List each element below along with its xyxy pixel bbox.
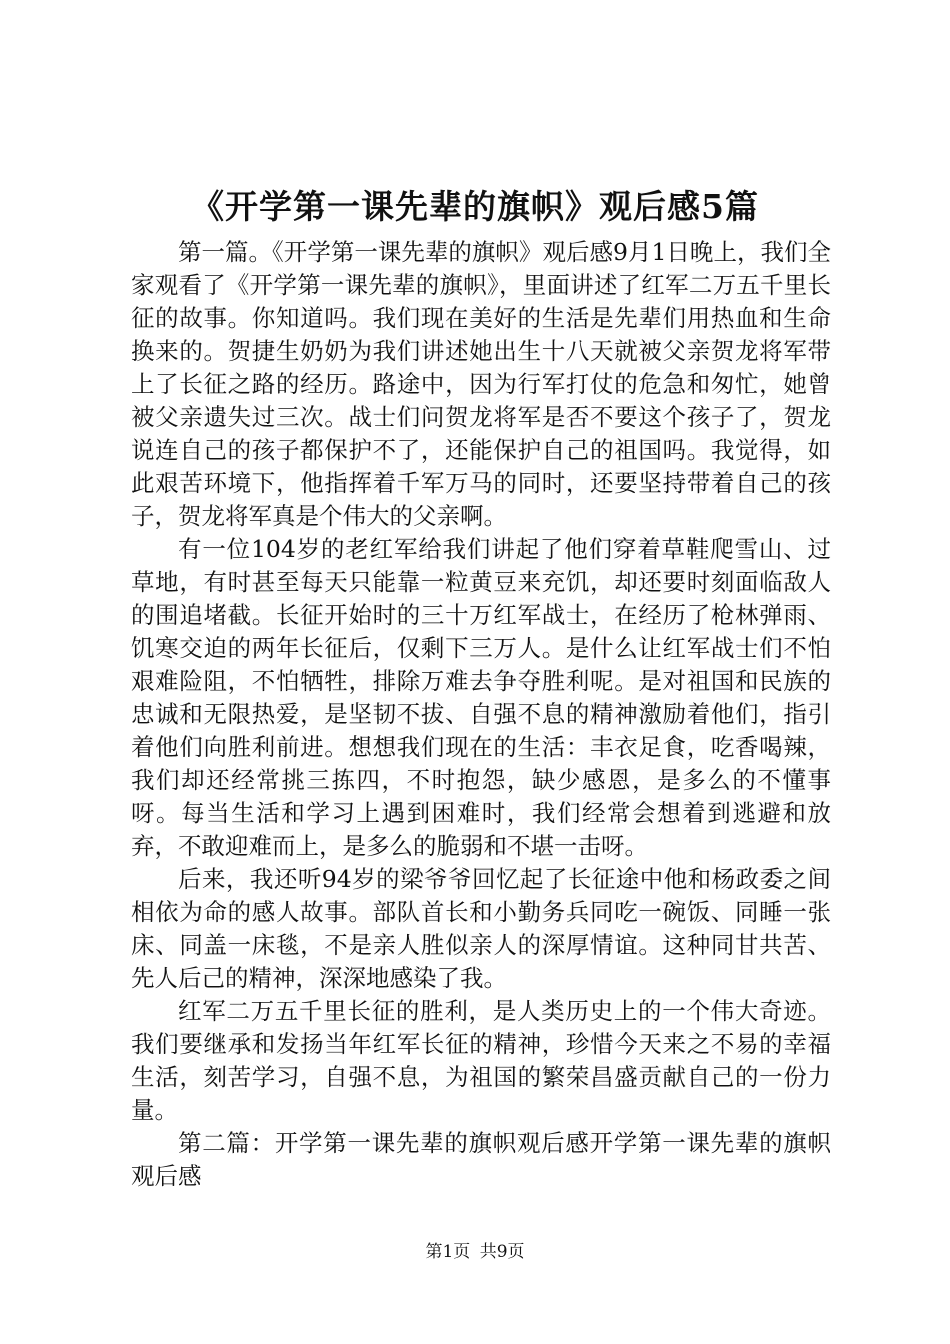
page-number: 第1页 — [425, 1242, 471, 1262]
paragraph-3: 后来，我还听94岁的梁爷爷回忆起了长征途中他和杨政委之间相依为命的感人故事。部队首长和小勤务兵同吃一碗饭、同睡一张床、同盖一床毯，不是亲人胜似亲人的深厚情谊。这种同甘共苦、先人后己的精神，深深地感染了我。 — [131, 865, 831, 992]
page-total: 共9页 — [479, 1242, 525, 1262]
paragraph-5: 第二篇：开学第一课先辈的旗帜观后感开学第一课先辈的旗帜观后感 — [131, 1129, 831, 1190]
paragraph-1: 第一篇。《开学第一课先辈的旗帜》观后感9月1日晚上，我们全家观看了《开学第一课先辈的旗帜》，里面讲述了红军二万五千里长征的故事。你知道吗。我们现在美好的生活是先辈们用热血和生命换来的。贺捷生奶奶为我们讲述她出生十八天就被父亲贺龙将军带上了长征之路的经历。路途中，因为行军打仗的危急和匆忙，她曾被父亲遗失过三次。战士们问贺龙将军是否不要这个孩子了，贺龙说连自己的孩子都保护不了，还能保护自己的祖国吗。我觉得，如此艰苦环境下，他指挥着千军万马的同时，还要坚持带着自己的孩子，贺龙将军真是个伟大的父亲啊。 — [131, 238, 831, 530]
document-title: 《开学第一课先辈的旗帜》观后感5篇 — [191, 187, 759, 226]
document-body — [131, 236, 831, 1193]
paragraph-4: 红军二万五千里长征的胜利，是人类历史上的一个伟大奇迹。我们要继承和发扬当年红军长征的精神，珍惜今天来之不易的幸福生活，刻苦学习，自强不息，为祖国的繁荣昌盛贡献自己的一份力量。 — [131, 997, 831, 1124]
paragraph-2: 有一位104岁的老红军给我们讲起了他们穿着草鞋爬雪山、过草地，有时甚至每天只能靠一粒黄豆来充饥，却还要时刻面临敌人的围追堵截。长征开始时的三十万红军战士，在经历了枪林弹雨、饥寒交迫的两年长征后，仅剩下三万人。是什么让红军战士们不怕艰难险阻，不怕牺牲，排除万难去争夺胜利呢。是对祖国和民族的忠诚和无限热爱，是坚韧不拔、自强不息的精神激励着他们，指引着他们向胜利前进。想想我们现在的生活：丰衣足食，吃香喝辣，我们却还经常挑三拣四，不时抱怨，缺少感恩，是多么的不懂事呀。每当生活和学习上遇到困难时，我们经常会想着到逃避和放弃，不敢迎难而上，是多么的脆弱和不堪一击呀。 — [131, 535, 831, 860]
page-footer — [0, 1240, 950, 1264]
